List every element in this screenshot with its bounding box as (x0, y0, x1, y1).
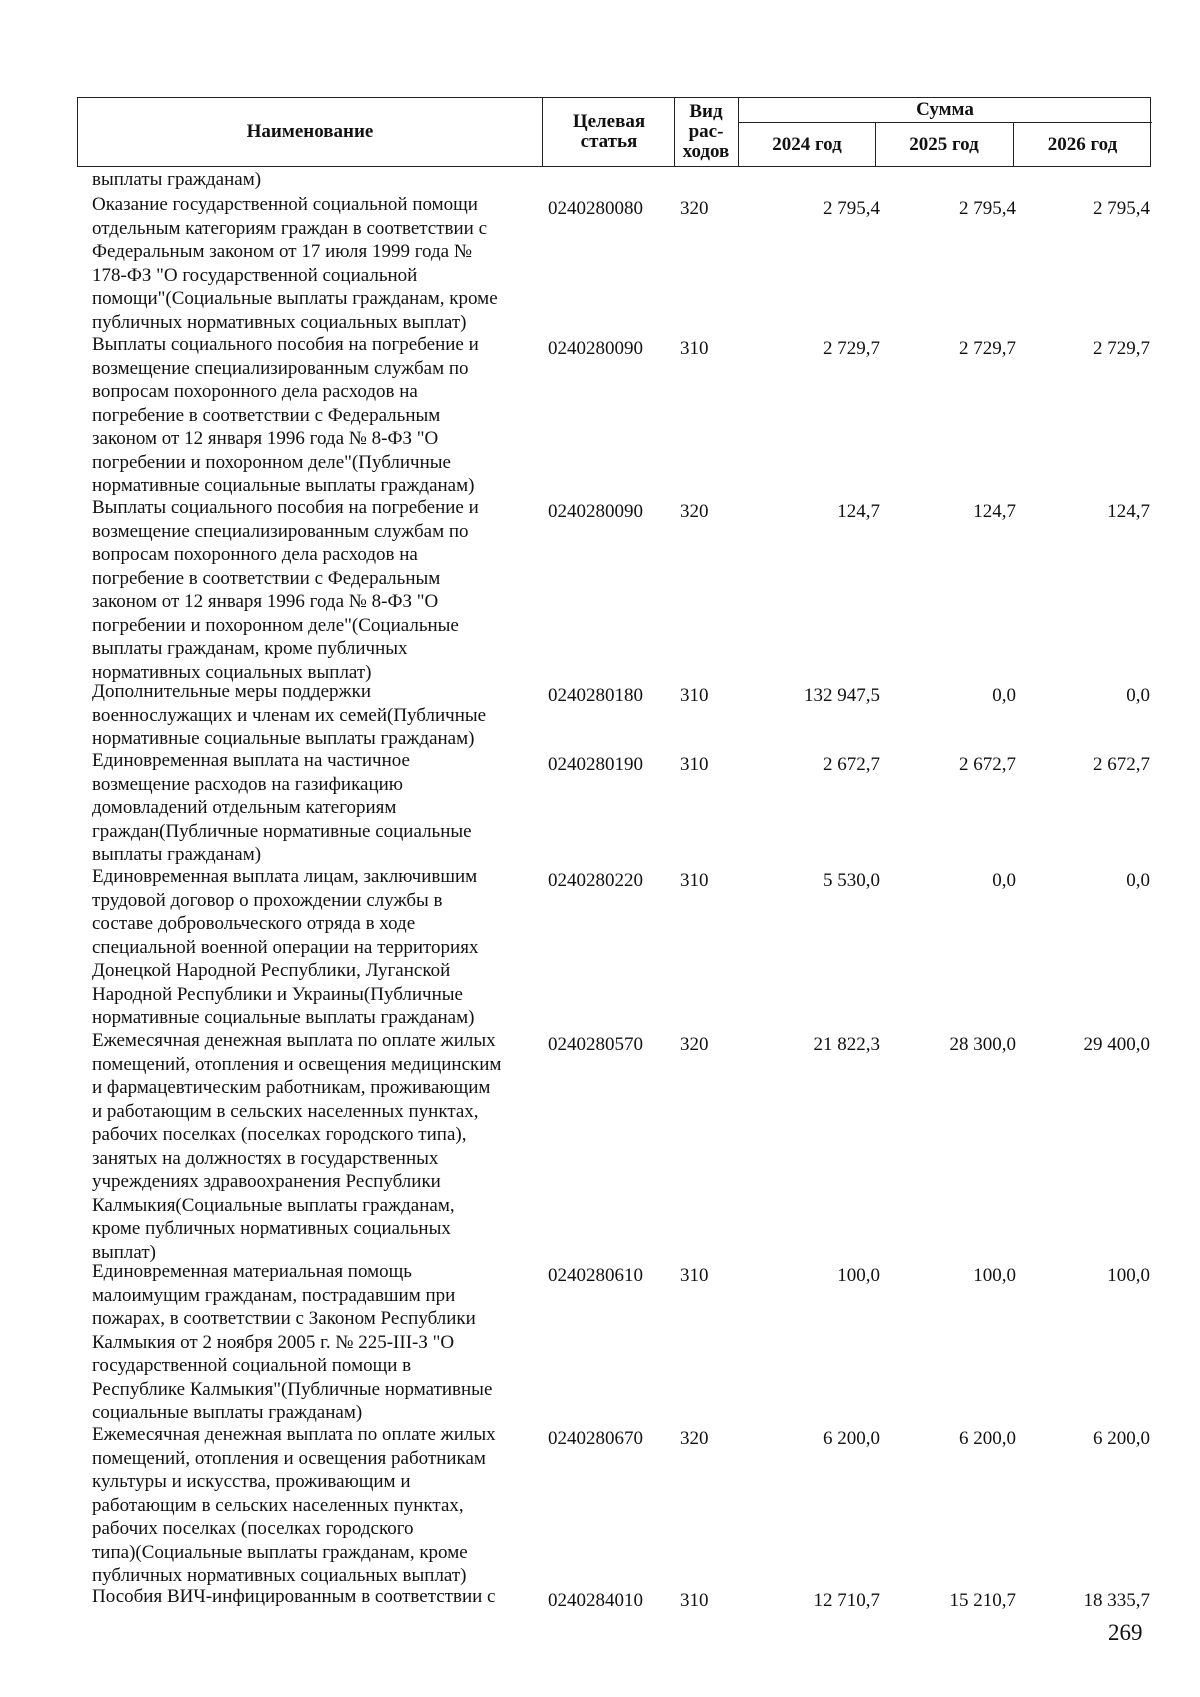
row-amount-2026: 2 672,7 (1093, 754, 1150, 775)
row-name (92, 496, 537, 684)
row-name-line: публичных нормативных социальных выплат) (92, 311, 467, 333)
row-name-line: государственной социальной помощи в (92, 1355, 412, 1376)
row-amount-2026: 100,0 (1107, 1265, 1150, 1286)
row-name-line: нормативных социальных выплат) (92, 661, 372, 683)
row-amount-2026: 0,0 (1126, 685, 1150, 706)
row-name-line: погребении и похоронном деле"(Социальные (92, 614, 459, 636)
header-sum: Сумма (916, 99, 974, 120)
row-name-line: нормативные социальные выплаты гражданам) (92, 475, 475, 496)
row-name (92, 333, 537, 498)
header-year-2024: 2024 год (772, 134, 842, 155)
row-amount-2024: 2 672,7 (823, 754, 880, 775)
row-name-line: публичных нормативных социальных выплат) (92, 1565, 467, 1586)
row-amount-2024: 124,7 (837, 501, 880, 522)
row-name-line: Единовременная материальная помощь (92, 1261, 412, 1282)
row-amount-2024: 21 822,3 (813, 1034, 880, 1055)
row-name-line: Пособия ВИЧ-инфицированным в соответствии с (92, 1586, 496, 1607)
row-kind: 310 (680, 685, 709, 706)
row-name-line: Донецкой Народной Республики, Луганской (92, 960, 451, 981)
row-name-line: вопросам похоронного дела расходов на (92, 381, 418, 402)
row-amount-2026: 124,7 (1107, 501, 1150, 522)
row-kind: 320 (680, 198, 709, 219)
page-number: 269 (1108, 1620, 1143, 1645)
row-name-line: Ежемесячная денежная выплата по оплате жилых (92, 1424, 496, 1445)
row-name-line: возмещение расходов на газификацию (92, 773, 403, 795)
row-name (92, 1423, 537, 1588)
table-header (77, 97, 1151, 167)
row-code: 0240280180 (548, 685, 643, 706)
row-name-line: малоимущим гражданам, пострадавшим при (92, 1284, 456, 1306)
row-name-line: работающим в сельских населенных пунктах, (92, 1494, 464, 1516)
row-name-line: составе добровольческого отряда в ходе (92, 913, 416, 934)
row-name (92, 1260, 537, 1425)
row-name-line: погребение в соответствии с Федеральным (92, 404, 441, 426)
row-name (92, 680, 537, 751)
row-kind: 310 (680, 870, 709, 891)
row-name-line: специальной военной операции на территориях (92, 936, 479, 958)
row-name-line: нормативные социальные выплаты гражданам) (92, 728, 475, 749)
row-amount-2025: 2 672,7 (959, 754, 1016, 775)
row-amount-2025: 0,0 (992, 870, 1016, 891)
row-name-line: военнослужащих и членам их семей(Публичные (92, 704, 487, 726)
row-name-line: законом от 12 января 1996 года № 8-ФЗ "О (92, 428, 439, 449)
row-amount-2026: 2 729,7 (1093, 338, 1150, 359)
row-name-line: Оказание государственной социальной помощи (92, 194, 478, 215)
row-amount-2025: 2 795,4 (959, 198, 1016, 219)
row-name (92, 1029, 537, 1264)
row-name-line: Единовременная выплата лицам, заключившим (92, 866, 478, 887)
row-name-line: возмещение специализированным службам по (92, 520, 469, 542)
row-name-line: рабочих поселках (поселках городского типа), (92, 1124, 467, 1145)
row-name-line: Выплаты социального пособия на погребение и (92, 334, 479, 355)
row-name (92, 193, 537, 334)
row-code: 0240284010 (548, 1590, 643, 1611)
row-name-line: трудовой договор о прохождении службы в (92, 889, 443, 911)
row-name-line: домовладений отдельным категориям (92, 797, 397, 818)
row-amount-2026: 2 795,4 (1093, 198, 1150, 219)
row-name-line: вопросам похоронного дела расходов на (92, 544, 418, 565)
header-year-2025: 2025 год (909, 134, 979, 155)
row-kind: 320 (680, 1428, 709, 1449)
row-name-line: культуры и искусства, проживающим и (92, 1471, 411, 1492)
row-name (92, 1585, 537, 1609)
row-amount-2025: 0,0 (992, 685, 1016, 706)
row-kind: 320 (680, 501, 709, 522)
row-amount-2025: 2 729,7 (959, 338, 1016, 359)
row-name-line: отдельным категориям граждан в соответствии с (92, 217, 488, 239)
header-kind: Вид рас-ходов (682, 101, 730, 162)
row-amount-2024: 6 200,0 (823, 1428, 880, 1449)
row-code: 0240280610 (548, 1265, 643, 1286)
row-amount-2025: 28 300,0 (949, 1034, 1016, 1055)
row-name-line: социальные выплаты гражданам) (92, 1402, 363, 1423)
row-amount-2025: 124,7 (973, 501, 1016, 522)
row-name-line: помещений, отопления и освещения работникам (92, 1447, 486, 1469)
row-name (92, 749, 537, 867)
row-amount-2026: 6 200,0 (1093, 1428, 1150, 1449)
row-name-line: Ежемесячная денежная выплата по оплате жилых (92, 1030, 496, 1051)
row-name-line: возмещение специализированным службам по (92, 357, 469, 379)
row-kind: 310 (680, 338, 709, 359)
header-name: Наименование (246, 121, 374, 142)
row-name-line: занятых на должностях в государственных (92, 1147, 439, 1169)
row-name-line: и фармацевтическим работникам, проживающим (92, 1077, 491, 1098)
row-name-line: Калмыкия от 2 ноября 2005 г. № 225-III-З "О (92, 1331, 455, 1353)
row-name-line: Федеральным законом от 17 июля 1999 года № (92, 241, 472, 262)
row-amount-2024: 2 729,7 (823, 338, 880, 359)
continuation-text: выплаты гражданам) (92, 169, 262, 190)
row-name-line: помощи"(Социальные выплаты гражданам, кроме (92, 288, 498, 309)
row-name-line: Калмыкия(Социальные выплаты гражданам, (92, 1194, 455, 1216)
row-code: 0240280080 (548, 198, 643, 219)
row-name-line: помещений, отопления и освещения медицинским (92, 1053, 502, 1075)
row-code: 0240280670 (548, 1428, 643, 1449)
row-name (92, 865, 537, 1030)
row-amount-2025: 15 210,7 (949, 1590, 1016, 1611)
row-kind: 310 (680, 754, 709, 775)
row-name-line: Дополнительные меры поддержки (92, 681, 372, 702)
row-amount-2024: 100,0 (837, 1265, 880, 1286)
row-name-line: Единовременная выплата на частичное (92, 750, 410, 771)
row-amount-2025: 6 200,0 (959, 1428, 1016, 1449)
row-name-line: выплат) (92, 1241, 156, 1263)
row-amount-2026: 29 400,0 (1083, 1034, 1150, 1055)
row-amount-2024: 12 710,7 (813, 1590, 880, 1611)
row-amount-2024: 5 530,0 (823, 870, 880, 891)
row-name-line: выплаты гражданам) (92, 844, 262, 865)
row-name-line: и работающим в сельских населенных пунктах, (92, 1100, 479, 1122)
row-name-line: законом от 12 января 1996 года № 8-ФЗ "О (92, 591, 439, 612)
row-kind: 320 (680, 1034, 709, 1055)
row-code: 0240280190 (548, 754, 643, 775)
row-amount-2026: 18 335,7 (1083, 1590, 1150, 1611)
row-code: 0240280570 (548, 1034, 643, 1055)
row-name-line: типа)(Социальные выплаты гражданам, кроме (92, 1541, 468, 1563)
header-year-2026: 2026 год (1047, 134, 1118, 155)
row-name-line: нормативные социальные выплаты гражданам) (92, 1007, 475, 1028)
row-name-line: Республике Калмыкия"(Публичные нормативные (92, 1378, 493, 1400)
row-code: 0240280090 (548, 501, 643, 522)
row-name-line: граждан(Публичные нормативные социальные (92, 820, 472, 842)
row-name-line: Народной Республики и Украины(Публичные (92, 983, 463, 1005)
row-name-line: рабочих поселках (поселках городского (92, 1518, 414, 1539)
row-name-line: кроме публичных нормативных социальных (92, 1218, 451, 1239)
row-amount-2024: 132 947,5 (804, 685, 880, 706)
row-name-line: учреждениях здравоохранения Республики (92, 1171, 441, 1192)
row-amount-2025: 100,0 (973, 1265, 1016, 1286)
header-target: Целевая статья (572, 111, 646, 152)
row-amount-2026: 0,0 (1126, 870, 1150, 891)
row-amount-2024: 2 795,4 (823, 198, 880, 219)
row-name-line: выплаты гражданам, кроме публичных (92, 638, 408, 659)
row-name-line: 178-ФЗ "О государственной социальной (92, 264, 418, 286)
row-name-line: погребении и похоронном деле"(Публичные (92, 451, 451, 473)
row-name-line: погребение в соответствии с Федеральным (92, 567, 441, 589)
row-code: 0240280220 (548, 870, 643, 891)
row-name-line: пожарах, в соответствии с Законом Республики (92, 1308, 476, 1329)
row-code: 0240280090 (548, 338, 643, 359)
row-kind: 310 (680, 1590, 709, 1611)
row-kind: 310 (680, 1265, 709, 1286)
row-name-line: Выплаты социального пособия на погребение и (92, 497, 479, 518)
